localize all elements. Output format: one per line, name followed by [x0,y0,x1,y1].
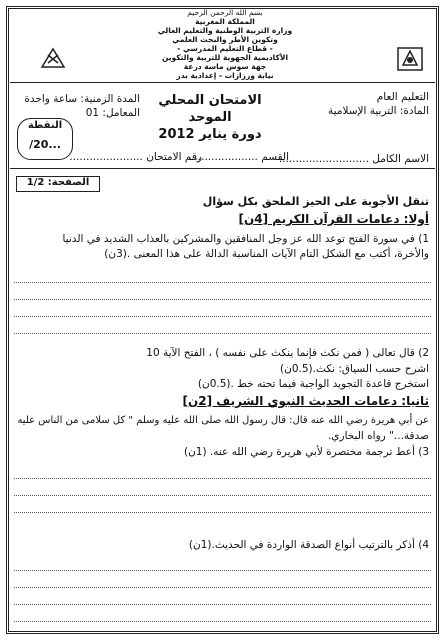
institution-block [140,8,310,80]
answer-line[interactable] [14,604,431,605]
page-indicator: الصفحة: 1/2 [26,177,90,188]
score-value: /20... [29,138,61,151]
q2-line1: 2) قال تعالى ( فمن نكث فإنما ينكث على نفسه ) ، الفتح الآية 10 [146,347,429,359]
institution-line-7: نيابة ورزازات - إعدادية بدر [176,71,274,80]
duration-block [16,92,140,120]
header-divider-top [10,82,435,83]
institution-line-2: وزارة التربية الوطنية والتعليم العالي [157,26,293,35]
answer-line[interactable] [14,282,431,283]
institution-line-4: - قطاع التعليم المدرسي - [177,44,273,53]
q2-line2: اشرح حسب السياق: نكث.(0.5ن) [280,363,429,375]
q3-text: 3) أعط ترجمة مختصرة لأبي هريرة رضي الله عنه. (1ن) [183,446,429,458]
institution-line-3: وتكوين الأطر والبحث العلمي [172,35,278,44]
exam-session: دورة يناير 2012 [158,127,262,142]
coefficient-label: المعامل: 01 [85,107,140,119]
answer-line[interactable] [14,512,431,513]
header-divider-bottom [10,168,435,169]
answer-line[interactable] [14,621,431,622]
exam-title-block [135,92,285,143]
hadith-line1: عن أبي هريرة رضي الله عنه قال: قال رسول الله صلى الله عليه وسلم " كل سلامى من الناس عليه [17,415,429,426]
answer-line[interactable] [14,299,431,300]
duration-label: المدة الزمنية: ساعة واحدة [24,93,140,105]
answer-line[interactable] [14,478,431,479]
section1-title: أولا: دعامات القرآن الكريم [4ن] [238,212,429,226]
ministry-logo-icon [395,45,425,73]
section2-title: ثانيا: دعامات الحديث النبوي الشريف [2ن] [182,394,429,408]
basmala: بسم الله الرحمن الرحيم [187,8,263,17]
level-block [319,90,429,118]
answer-line[interactable] [14,570,431,571]
hadith-line2: صدقة..." رواه البخاري. [327,430,429,442]
exam-number-field[interactable]: رقم الامتحان ...................... [69,151,202,163]
score-label: النقطة [27,120,63,131]
name-field[interactable]: الاسم الكامل ........................... [278,153,429,165]
institution-line-1: المملكة المغربية [195,17,255,26]
exam-title: الامتحان المحلي الموحد [158,93,262,125]
class-field[interactable]: القسم ..................... [187,151,289,163]
instruction-text: تنقل الأجوبة على الحيز الملحق بكل سؤال [202,195,429,208]
q1-line2: والأخرة، أكتب مع الشكل التام الآيات المناسبة الدالة على هذا المعنى .(3ن) [104,248,429,260]
answer-line[interactable] [14,333,431,334]
q4-text: 4) أذكر بالترتيب أنواع الصدقة الواردة في الحديث.(1ن) [188,539,429,551]
answer-line[interactable] [14,495,431,496]
institution-line-5: الأكاديمية الجهوية للتربية والتكوين [161,53,289,62]
subject-label: المادة: التربية الإسلامية [328,105,429,117]
answer-line[interactable] [14,316,431,317]
q2-line3: استخرج قاعدة التجويد الواجبة فيما تحته خط .(0.5ن) [197,378,429,390]
q1-line1: 1) في سورة الفتح توعد الله عز وجل المنافقين والمشركين بالعذاب الشديد في الدنيا [62,233,429,245]
level-label: التعليم العام [376,91,429,103]
institution-line-6: جهة سوس ماسة درعة [183,62,267,71]
school-logo-icon [38,45,68,73]
answer-line[interactable] [14,587,431,588]
